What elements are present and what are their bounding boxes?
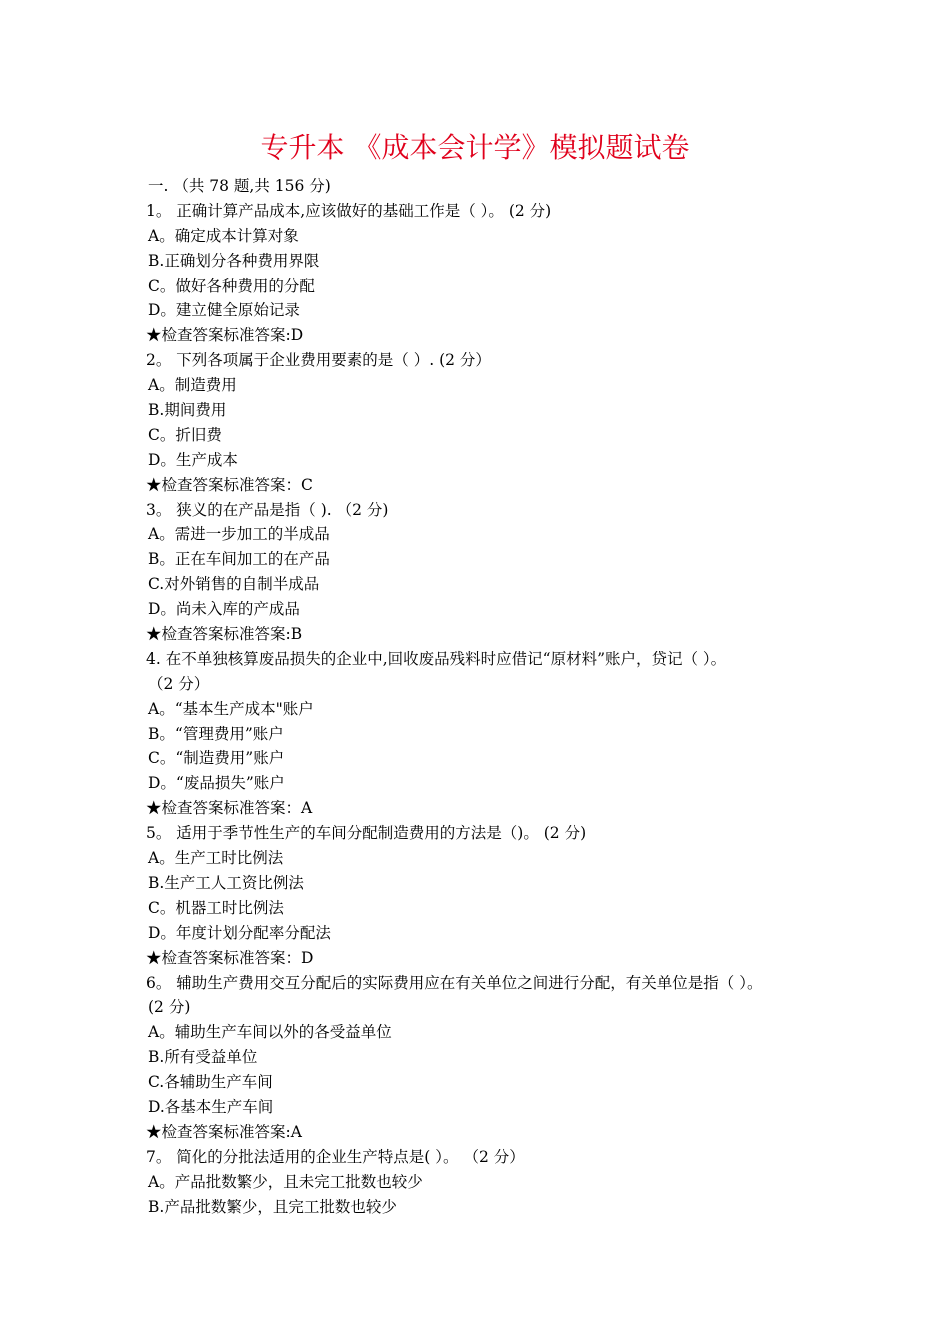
question-list bbox=[146, 199, 846, 1220]
answer-option: B.所有受益单位 bbox=[148, 1048, 258, 1067]
question-text: 1。 正确计算产品成本,应该做好的基础工作是（ ）。 (2 分) bbox=[146, 201, 552, 220]
question-text: 2。 下列各项属于企业费用要素的是（ ）. (2 分） bbox=[146, 351, 491, 370]
answer-option: B.正确划分各种费用界限 bbox=[148, 251, 320, 270]
exam-content bbox=[146, 174, 846, 1219]
answer-option: A。生产工时比例法 bbox=[148, 849, 284, 868]
answer-option: B.生产工人工资比例法 bbox=[148, 873, 304, 892]
answer-option: D。建立健全原始记录 bbox=[148, 301, 300, 320]
answer-option: A。需进一步加工的半成品 bbox=[148, 525, 330, 544]
standard-answer: ★检查答案标准答案:D bbox=[146, 326, 304, 345]
answer-option: A。“基本生产成本"账户 bbox=[148, 699, 314, 718]
answer-option: D。生产成本 bbox=[148, 450, 238, 469]
answer-option: D.各基本生产车间 bbox=[148, 1097, 274, 1116]
answer-option: B。正在车间加工的在产品 bbox=[148, 550, 330, 569]
answer-option: D。尚未入库的产成品 bbox=[148, 600, 300, 619]
answer-option: A。确定成本计算对象 bbox=[148, 226, 299, 245]
answer-option: B.产品批数繁少，且完工批数也较少 bbox=[148, 1197, 397, 1216]
answer-option: C。做好各种费用的分配 bbox=[148, 276, 315, 295]
page-title: 专升本 《成本会计学》模拟题试卷 bbox=[260, 131, 690, 164]
standard-answer: ★检查答案标准答案：A bbox=[146, 799, 313, 818]
question-text-continued: （2 分） bbox=[148, 674, 210, 693]
question-text-continued: (2 分) bbox=[148, 998, 191, 1017]
answer-option: B。“管理费用”账户 bbox=[148, 724, 284, 743]
answer-option: A。制造费用 bbox=[148, 376, 237, 395]
answer-option: B.期间费用 bbox=[148, 401, 227, 420]
standard-answer: ★检查答案标准答案：C bbox=[146, 475, 313, 494]
question-text: 7。 简化的分批法适用的企业生产特点是( ）。 （2 分） bbox=[146, 1147, 525, 1166]
standard-answer: ★检查答案标准答案:A bbox=[146, 1122, 302, 1141]
answer-option: C。“制造费用”账户 bbox=[148, 749, 285, 768]
standard-answer: ★检查答案标准答案：D bbox=[146, 948, 314, 967]
answer-option: C.各辅助生产车间 bbox=[148, 1073, 273, 1092]
section-header: 一. （共 78 题,共 156 分) bbox=[148, 177, 331, 195]
question-text: 3。 狭义的在产品是指（ ). （2 分) bbox=[146, 500, 389, 519]
question-text: 4. 在不单独核算废品损失的企业中,回收废品残料时应借记“原材料”账户，贷记（ ）。 bbox=[146, 649, 727, 668]
answer-option: C.对外销售的自制半成品 bbox=[148, 575, 320, 594]
question-text: 6。 辅助生产费用交互分配后的实际费用应在有关单位之间进行分配，有关单位是指（ ）。 bbox=[146, 973, 763, 992]
answer-option: A。辅助生产车间以外的各受益单位 bbox=[148, 1023, 392, 1042]
answer-option: C。机器工时比例法 bbox=[148, 898, 284, 917]
answer-option: D。“废品损失”账户 bbox=[148, 774, 285, 793]
answer-option: A。产品批数繁少，且未完工批数也较少 bbox=[148, 1172, 423, 1191]
answer-option: D。年度计划分配率分配法 bbox=[148, 923, 331, 942]
answer-option: C。折旧费 bbox=[148, 425, 222, 444]
question-text: 5。 适用于季节性生产的车间分配制造费用的方法是（)。 (2 分) bbox=[146, 824, 587, 843]
standard-answer: ★检查答案标准答案:B bbox=[146, 625, 303, 644]
